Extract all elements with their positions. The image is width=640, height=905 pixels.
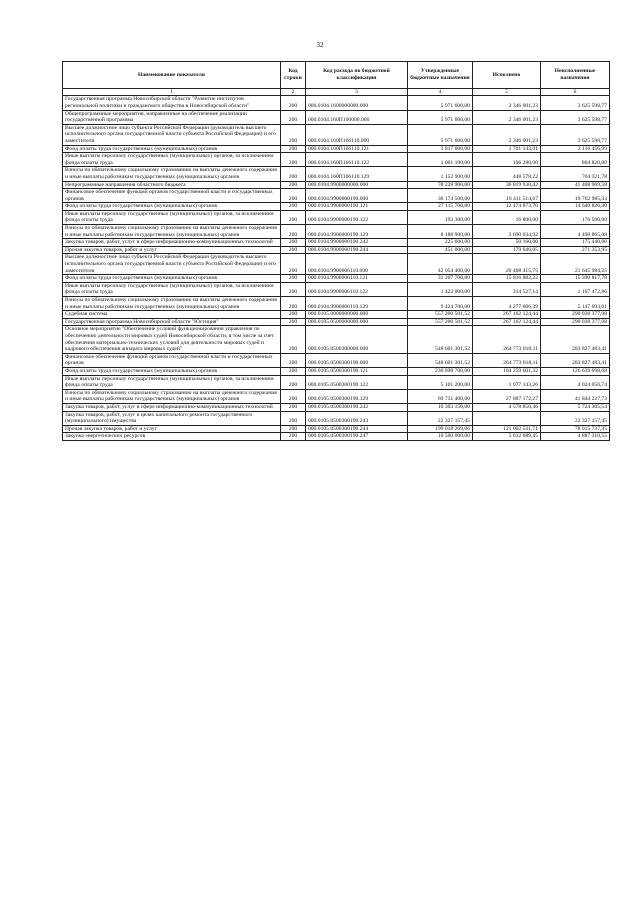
row-line-code: 200 — [281, 425, 306, 433]
table-row — [63, 297, 610, 311]
row-approved: 31 207 700,00 — [408, 275, 473, 283]
row-line-code: 200 — [281, 411, 306, 425]
row-line-code: 200 — [281, 367, 306, 375]
row-unexecuted: 4 887 310,55 — [541, 433, 610, 441]
row-line-code: 200 — [281, 246, 306, 254]
row-classification-code: 000.0105.0500300000.000 — [306, 326, 408, 353]
row-line-code: 200 — [281, 189, 306, 203]
row-line-code: 200 — [281, 318, 306, 326]
row-classification-code: 000.0105.0500300190.244 — [306, 425, 408, 433]
row-approved: 42 054 400,00 — [408, 254, 473, 275]
row-classification-code: 000.0105.0500300190.129 — [306, 389, 408, 403]
row-classification-code: 000.0105.0500300190.243 — [306, 411, 408, 425]
row-line-code: 200 — [281, 110, 306, 124]
row-executed: 448 578,22 — [473, 167, 541, 181]
row-executed: 314 527,14 — [473, 282, 541, 296]
row-approved: 8 188 900,00 — [408, 225, 473, 239]
row-unexecuted: 41 844 227,73 — [541, 389, 610, 403]
table-row — [63, 367, 610, 375]
row-unexecuted: 271 353,95 — [541, 246, 610, 254]
row-line-code: 200 — [281, 326, 306, 353]
row-classification-code: 000.0104.160П106110.121 — [306, 145, 408, 153]
row-name: Закупка товаров, работ, услуг в целях капитального ремонта государственного (муниципального) имущества — [63, 411, 281, 425]
row-executed: 15 816 882,22 — [473, 275, 541, 283]
row-unexecuted: 3 625 598,77 — [541, 124, 610, 145]
row-classification-code: 000.0104.160П100000.000 — [306, 110, 408, 124]
row-executed: 264 773 818,11 — [473, 353, 541, 367]
row-name: Иные выплаты персоналу государственных (муниципальных) органов, за исключением фонда оплаты труда — [63, 375, 281, 389]
row-line-code: 200 — [281, 433, 306, 441]
row-line-code: 200 — [281, 403, 306, 411]
row-unexecuted: 283 827 483,41 — [541, 353, 610, 367]
row-line-code: 200 — [281, 282, 306, 296]
row-unexecuted: 126 639 098,68 — [541, 367, 610, 375]
row-name: Иные выплаты персоналу государственных (муниципальных) органов, за исключением фонда оплаты труда — [63, 210, 281, 224]
row-approved: 230 898 700,00 — [408, 367, 473, 375]
row-executed: 2 346 001,23 — [473, 124, 541, 145]
header-executed: Исполнено — [473, 62, 541, 89]
row-name: Прочая закупка товаров, работ и услуг — [63, 246, 281, 254]
row-approved: 451 000,00 — [408, 246, 473, 254]
row-executed: 16 411 514,67 — [473, 189, 541, 203]
table-row — [63, 239, 610, 247]
table-row — [63, 124, 610, 145]
table-row — [63, 411, 610, 425]
table-row — [63, 246, 610, 254]
row-approved: 10 303 156,00 — [408, 403, 473, 411]
row-executed: 16 800,00 — [473, 210, 541, 224]
row-unexecuted: 283 827 483,41 — [541, 326, 610, 353]
row-unexecuted: 21 645 984,25 — [541, 254, 610, 275]
row-executed: 104 259 601,32 — [473, 367, 541, 375]
row-approved: 199 018 269,06 — [408, 425, 473, 433]
row-name: Высшее должностное лицо субъекта Российской Федерации (руководитель высшего исполнительного органа государственной власти субъекта Российской Федерации) и его заместители — [63, 124, 281, 145]
row-name: Закупка энергетических ресурсов — [63, 433, 281, 441]
row-approved: 5 971 600,00 — [408, 96, 473, 110]
table-row — [63, 389, 610, 403]
row-classification-code: 000.0104.9900000000.000 — [306, 181, 408, 189]
row-executed: 3 690 034,92 — [473, 225, 541, 239]
row-line-code: 200 — [281, 225, 306, 239]
row-name: Фонд оплаты труда государственных (муниципальных) органов — [63, 367, 281, 375]
table-row — [63, 153, 610, 167]
table-row — [63, 318, 610, 326]
table-row — [63, 353, 610, 367]
header-line-code: Код строки — [281, 62, 306, 89]
row-approved: 1 001 100,00 — [408, 153, 473, 167]
row-unexecuted: 176 500,00 — [541, 210, 610, 224]
column-number: 6 — [541, 89, 610, 96]
row-executed: 27 887 172,27 — [473, 389, 541, 403]
row-name: Фонд оплаты труда государственных (муниципальных) органов — [63, 203, 281, 211]
row-unexecuted: 5 147 693,61 — [541, 297, 610, 311]
row-unexecuted: 4 498 865,08 — [541, 225, 610, 239]
row-executed: 50 160,00 — [473, 239, 541, 247]
row-name: Финансовое обеспечение функций органов государственной власти и государственных органов — [63, 353, 281, 367]
row-name: Иные выплаты персоналу государственных (муниципальных) органов, за исключением фонда оплаты труда — [63, 282, 281, 296]
row-classification-code: 000.0104.9900000190.000 — [306, 189, 408, 203]
row-executed: 267 162 124,44 — [473, 318, 541, 326]
row-approved: 225 600,00 — [408, 239, 473, 247]
row-name: Иные выплаты персоналу государственных (муниципальных) органов, за исключением фонда оплаты труда — [63, 153, 281, 167]
row-approved: 27 115 700,00 — [408, 203, 473, 211]
row-name: Фонд оплаты труда государственных (муниципальных) органов — [63, 145, 281, 153]
row-unexecuted: 4 024 056,74 — [541, 375, 610, 389]
column-number-row — [63, 89, 610, 96]
row-classification-code: 000.0105.0500300190.122 — [306, 375, 408, 389]
row-approved: 5 101 200,00 — [408, 375, 473, 389]
row-classification-code: 000.0105.0500000000.000 — [306, 318, 408, 326]
row-approved: 557 200 501,52 — [408, 311, 473, 319]
row-executed: 267 162 124,44 — [473, 311, 541, 319]
row-approved: 557 200 501,52 — [408, 318, 473, 326]
row-executed: 196 280,00 — [473, 153, 541, 167]
row-executed: 264 773 818,11 — [473, 326, 541, 353]
row-classification-code: 000.0104.9900006110.129 — [306, 297, 408, 311]
row-unexecuted: 41 408 969,58 — [541, 181, 610, 189]
column-number: 1 — [63, 89, 281, 96]
column-number: 5 — [473, 89, 541, 96]
row-unexecuted: 290 038 377,08 — [541, 311, 610, 319]
budget-execution-table — [62, 61, 610, 441]
table-row — [63, 282, 610, 296]
row-line-code: 200 — [281, 297, 306, 311]
row-unexecuted: 14 640 826,30 — [541, 203, 610, 211]
row-executed — [473, 411, 541, 425]
row-name: Закупка товаров, работ, услуг в сфере информационно-коммуникационных технологий — [63, 239, 281, 247]
row-approved: 9 424 700,00 — [408, 297, 473, 311]
row-approved: 548 601 301,52 — [408, 353, 473, 367]
row-name: Прочая закупка товаров, работ и услуг — [63, 425, 281, 433]
column-number: 3 — [306, 89, 408, 96]
row-executed: 1 701 143,01 — [473, 145, 541, 153]
row-classification-code: 000.0104.160П106110.129 — [306, 167, 408, 181]
row-line-code: 200 — [281, 311, 306, 319]
row-classification-code: 000.0104.9900000190.122 — [306, 210, 408, 224]
row-classification-code: 000.0105.0500300190.242 — [306, 403, 408, 411]
row-classification-code: 000.0104.9900006110.000 — [306, 254, 408, 275]
table-row — [63, 326, 610, 353]
row-unexecuted: 3 625 598,77 — [541, 110, 610, 124]
column-number: 4 — [408, 89, 473, 96]
row-approved: 5 971 600,00 — [408, 124, 473, 145]
row-approved: 3 817 600,00 — [408, 145, 473, 153]
row-classification-code: 000.0104.9900000190.242 — [306, 239, 408, 247]
row-executed: 2 346 001,23 — [473, 96, 541, 110]
row-executed: 36 819 930,42 — [473, 181, 541, 189]
row-line-code: 200 — [281, 145, 306, 153]
table-row — [63, 425, 610, 433]
row-line-code: 200 — [281, 181, 306, 189]
row-line-code: 200 — [281, 254, 306, 275]
row-line-code: 200 — [281, 167, 306, 181]
row-executed: 20 408 415,75 — [473, 254, 541, 275]
row-unexecuted: 704 321,78 — [541, 167, 610, 181]
table-row — [63, 225, 610, 239]
row-name: Государственная программа Новосибирской области "Юстиция" — [63, 318, 281, 326]
row-name: Основное мероприятие "Обеспечение условий функционирования управления по обеспечению деятельности мировых судей Новосибирской области, в том числе за счет обеспечения материально-технических условий для деятельности мировых судей и кадрового обеспечения аппарата мировых судей" — [63, 326, 281, 353]
page-number: 32 — [316, 41, 324, 49]
row-approved: 78 228 900,00 — [408, 181, 473, 189]
row-approved: 10 500 000,00 — [408, 433, 473, 441]
table-row — [63, 375, 610, 389]
row-approved: 1 422 000,00 — [408, 282, 473, 296]
row-name: Непрограммные направления областного бюджета — [63, 181, 281, 189]
header-unexecuted: Неисполненные назначения — [541, 62, 610, 89]
row-name: Взносы по обязательному социальному страхованию на выплаты денежного содержания и иные выплаты работникам государственных (муниципальных) органов — [63, 389, 281, 403]
row-classification-code: 000.0104.1600000000.000 — [306, 96, 408, 110]
row-line-code: 200 — [281, 153, 306, 167]
table-row — [63, 167, 610, 181]
row-name: Судебная система — [63, 311, 281, 319]
row-unexecuted: 290 038 377,08 — [541, 318, 610, 326]
table-row — [63, 433, 610, 441]
row-line-code: 200 — [281, 375, 306, 389]
row-name: Общепрограммные мероприятия, направленные на обеспечение реализации государственной программы — [63, 110, 281, 124]
row-line-code: 200 — [281, 353, 306, 367]
row-line-code: 200 — [281, 203, 306, 211]
header-classification-code: Код расхода по бюджетной классификации — [306, 62, 408, 89]
row-line-code: 200 — [281, 239, 306, 247]
table-row — [63, 110, 610, 124]
row-executed: 121 002 531,71 — [473, 425, 541, 433]
row-name: Взносы по обязательному социальному страхованию на выплаты денежного содержания и иные выплаты работникам государственных (муниципальных) органов — [63, 225, 281, 239]
row-classification-code: 000.0105.0500300190.121 — [306, 367, 408, 375]
row-name: Фонд оплаты труда государственных (муниципальных) органов — [63, 275, 281, 283]
table-row — [63, 403, 610, 411]
row-unexecuted: 22 327 157,45 — [541, 411, 610, 425]
row-unexecuted: 19 762 985,33 — [541, 189, 610, 203]
row-name: Взносы по обязательному социальному страхованию на выплаты денежного содержания и иные выплаты работникам государственных (муниципальных) органов — [63, 297, 281, 311]
row-approved: 5 971 600,00 — [408, 110, 473, 124]
header-indicator-name: Наименование показателя — [63, 62, 281, 89]
row-executed: 179 646,05 — [473, 246, 541, 254]
row-approved: 22 327 157,45 — [408, 411, 473, 425]
row-approved: 69 731 400,00 — [408, 389, 473, 403]
row-classification-code: 000.0104.9900000190.129 — [306, 225, 408, 239]
row-classification-code: 000.0104.160П106110.000 — [306, 124, 408, 145]
column-number: 2 — [281, 89, 306, 96]
row-unexecuted: 2 116 456,99 — [541, 145, 610, 153]
row-executed: 2 346 001,23 — [473, 110, 541, 124]
header-approved: Утвержденные бюджетные назначения — [408, 62, 473, 89]
table-row — [63, 96, 610, 110]
table-row — [63, 311, 610, 319]
table-row — [63, 210, 610, 224]
row-classification-code: 000.0104.9900000190.244 — [306, 246, 408, 254]
row-classification-code: 000.0104.9900006110.122 — [306, 282, 408, 296]
row-executed: 4 578 850,46 — [473, 403, 541, 411]
table-row — [63, 275, 610, 283]
row-name: Закупка товаров, работ, услуг в сфере информационно-коммуникационных технологий — [63, 403, 281, 411]
row-unexecuted: 5 724 305,54 — [541, 403, 610, 411]
row-executed: 1 077 143,26 — [473, 375, 541, 389]
row-classification-code: 000.0104.9900006110.121 — [306, 275, 408, 283]
table-row — [63, 189, 610, 203]
table-row — [63, 203, 610, 211]
row-name: Финансовое обеспечение функций органов государственной власти и государственных органов — [63, 189, 281, 203]
table-row — [63, 145, 610, 153]
row-unexecuted: 3 625 598,77 — [541, 96, 610, 110]
row-classification-code: 000.0105.0000000000.000 — [306, 311, 408, 319]
row-classification-code: 000.0104.160П106110.122 — [306, 153, 408, 167]
row-unexecuted: 804 820,00 — [541, 153, 610, 167]
row-unexecuted: 78 015 737,35 — [541, 425, 610, 433]
row-executed: 12 474 873,70 — [473, 203, 541, 211]
row-unexecuted: 15 390 817,78 — [541, 275, 610, 283]
row-line-code: 200 — [281, 96, 306, 110]
row-approved: 1 152 900,00 — [408, 167, 473, 181]
row-executed: 4 277 006,39 — [473, 297, 541, 311]
row-executed: 5 612 689,45 — [473, 433, 541, 441]
row-line-code: 200 — [281, 275, 306, 283]
row-unexecuted: 175 440,00 — [541, 239, 610, 247]
row-line-code: 200 — [281, 124, 306, 145]
row-approved: 193 300,00 — [408, 210, 473, 224]
table-row — [63, 181, 610, 189]
row-line-code: 200 — [281, 210, 306, 224]
row-name: Государственная программа Новосибирской области "Развитие институтов региональной политики и гражданского общества в Новосибирской области" — [63, 96, 281, 110]
header-row — [63, 62, 610, 89]
row-name: Высшее должностное лицо субъекта Российской Федерации (руководитель высшего исполнительного органа государственной власти субъекта Российской Федерации) и его заместители — [63, 254, 281, 275]
row-line-code: 200 — [281, 389, 306, 403]
row-name: Взносы по обязательному социальному страхованию на выплаты денежного содержания и иные выплаты работникам государственных (муниципальных) органов — [63, 167, 281, 181]
row-classification-code: 000.0104.9900000190.121 — [306, 203, 408, 211]
row-classification-code: 000.0105.0500300190.247 — [306, 433, 408, 441]
row-approved: 36 174 500,00 — [408, 189, 473, 203]
row-classification-code: 000.0105.0500300190.000 — [306, 353, 408, 367]
table-row — [63, 254, 610, 275]
row-approved: 548 601 301,52 — [408, 326, 473, 353]
row-unexecuted: 1 107 472,86 — [541, 282, 610, 296]
